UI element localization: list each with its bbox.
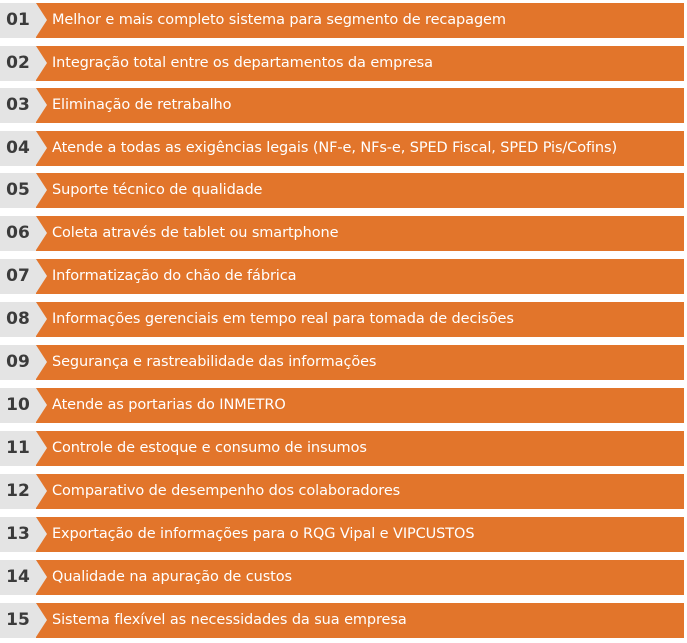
list-item (0, 173, 684, 208)
item-number: 05 (6, 180, 30, 200)
item-label: Integração total entre os departamentos da empresa (52, 55, 433, 71)
chevron-right-icon (36, 388, 47, 422)
item-number: 14 (6, 567, 30, 587)
item-label: Comparativo de desempenho dos colaboradores (52, 483, 401, 499)
item-number: 02 (6, 53, 30, 73)
item-label: Coleta através de tablet ou smartphone (52, 225, 339, 241)
chevron-right-icon (36, 259, 47, 293)
list-item (0, 431, 684, 466)
chevron-right-icon (36, 216, 47, 250)
item-label: Controle de estoque e consumo de insumos (52, 440, 367, 456)
item-label: Segurança e rastreabilidade das informações (52, 354, 377, 370)
item-number: 11 (6, 438, 30, 458)
chevron-right-icon (36, 345, 47, 379)
list-item (0, 560, 684, 595)
item-label: Sistema flexível as necessidades da sua empresa (52, 612, 407, 628)
list-item (0, 131, 684, 166)
item-number: 12 (6, 481, 30, 501)
list-item (0, 345, 684, 380)
item-number: 08 (6, 309, 30, 329)
item-number: 07 (6, 266, 30, 286)
list-item (0, 3, 684, 38)
item-label: Informatização do chão de fábrica (52, 268, 297, 284)
item-number: 06 (6, 223, 30, 243)
item-number: 15 (6, 610, 30, 630)
list-item (0, 474, 684, 509)
chevron-right-icon (36, 560, 47, 594)
chevron-right-icon (36, 3, 47, 37)
list-item (0, 46, 684, 81)
list-item (0, 88, 684, 123)
list-item (0, 388, 684, 423)
list-item (0, 302, 684, 337)
list-item (0, 216, 684, 251)
item-number: 09 (6, 352, 30, 372)
item-label: Informações gerenciais em tempo real para tomada de decisões (52, 311, 514, 327)
item-label: Atende a todas as exigências legais (NF-e, NFs-e, SPED Fiscal, SPED Pis/Cofins) (52, 140, 618, 156)
item-label: Qualidade na apuração de custos (52, 569, 292, 585)
item-label: Suporte técnico de qualidade (52, 182, 263, 198)
item-label: Atende as portarias do INMETRO (52, 397, 286, 413)
list-item (0, 259, 684, 294)
item-label: Exportação de informações para o RQG Vipal e VIPCUSTOS (52, 526, 475, 542)
item-number: 04 (6, 138, 30, 158)
item-number: 10 (6, 395, 30, 415)
chevron-right-icon (36, 603, 47, 637)
chevron-right-icon (36, 302, 47, 336)
item-label: Eliminação de retrabalho (52, 97, 232, 113)
item-number: 13 (6, 524, 30, 544)
chevron-right-icon (36, 474, 47, 508)
item-number: 03 (6, 95, 30, 115)
item-number: 01 (6, 10, 30, 30)
item-label: Melhor e mais completo sistema para segmento de recapagem (52, 12, 506, 28)
chevron-right-icon (36, 88, 47, 122)
chevron-right-icon (36, 431, 47, 465)
chevron-right-icon (36, 517, 47, 551)
list-item (0, 517, 684, 552)
list-item (0, 603, 684, 638)
chevron-right-icon (36, 131, 47, 165)
chevron-right-icon (36, 46, 47, 80)
chevron-right-icon (36, 173, 47, 207)
